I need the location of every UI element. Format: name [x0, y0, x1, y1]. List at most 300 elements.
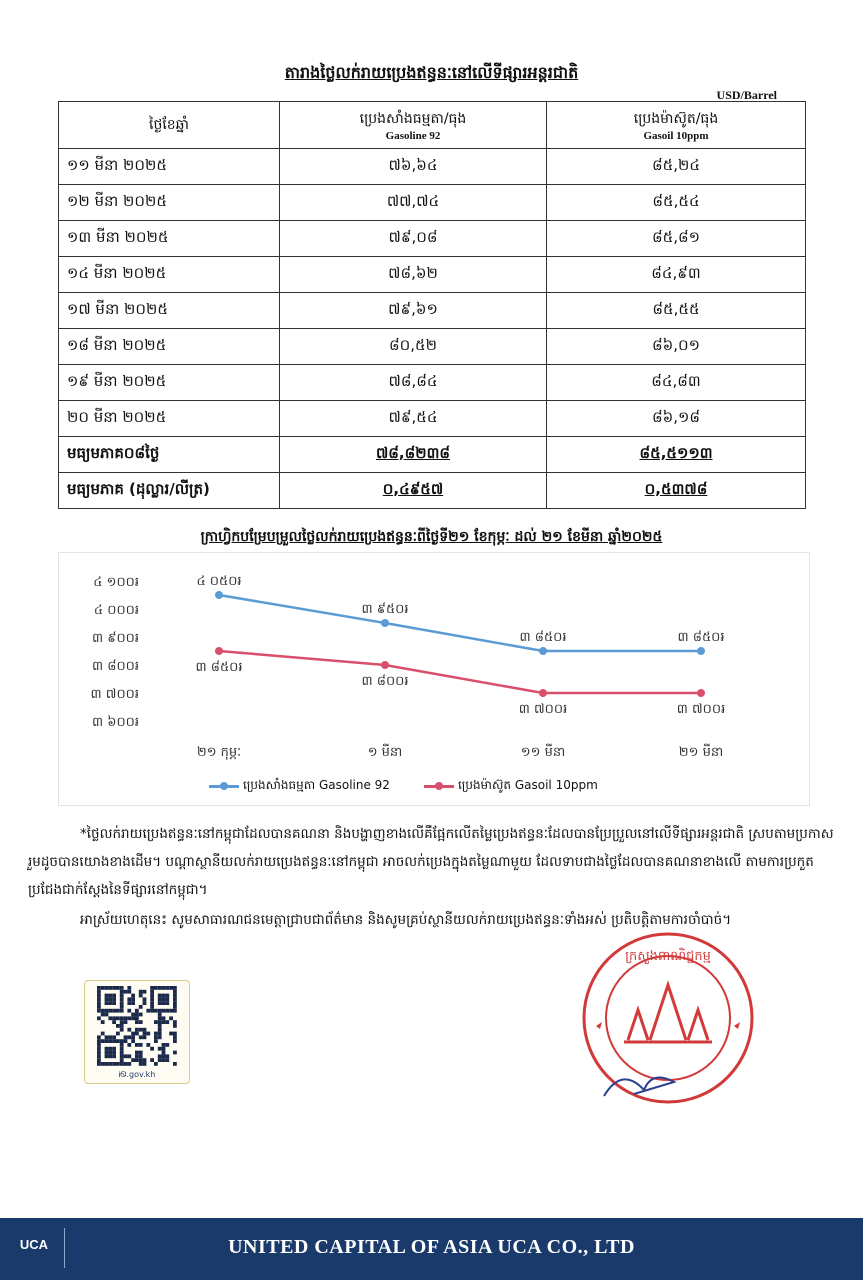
- qr-module: [131, 1013, 135, 1017]
- x-tick-label: ១ មីនា: [367, 745, 403, 760]
- row-date: ១៣ មីនា ២០២៥: [59, 221, 280, 257]
- table-header-row: [59, 102, 806, 149]
- qr-module: [120, 1024, 124, 1028]
- qr-module: [139, 990, 143, 994]
- qr-module: [139, 1020, 143, 1024]
- qr-module: [162, 1009, 166, 1013]
- qr-module: [120, 1054, 124, 1058]
- qr-module: [162, 1001, 166, 1005]
- unit-label: USD/Barrel: [716, 88, 777, 102]
- qr-module: [127, 1001, 131, 1005]
- qr-module: [135, 1020, 139, 1024]
- data-label: ៣ ៧០០៛: [518, 702, 568, 717]
- table-row: [59, 257, 806, 293]
- qr-module: [135, 1028, 139, 1032]
- qr-module: [158, 994, 162, 998]
- qr-module: [150, 1005, 154, 1009]
- qr-module: [169, 1009, 173, 1013]
- legend-swatch-gasoline: [209, 785, 239, 788]
- qr-module: [154, 1020, 158, 1024]
- row-date: ១២ មីនា ២០២៥: [59, 185, 280, 221]
- qr-module: [158, 1009, 162, 1013]
- qr-module: [97, 994, 101, 998]
- average-liter-row: [59, 473, 806, 509]
- qr-module: [108, 986, 112, 990]
- qr-module: [162, 994, 166, 998]
- qr-module: [154, 1035, 158, 1039]
- qr-module: [150, 990, 154, 994]
- data-label: ៤ ០៥០៛: [196, 574, 242, 589]
- qr-module: [97, 1035, 101, 1039]
- qr-module: [97, 1051, 101, 1055]
- qr-module: [120, 1028, 124, 1032]
- qr-module: [150, 1001, 154, 1005]
- qr-module: [105, 1039, 109, 1043]
- qr-module: [127, 997, 131, 1001]
- qr-module: [162, 1054, 166, 1058]
- qr-code-icon: [94, 986, 180, 1066]
- qr-module: [116, 1032, 120, 1036]
- data-point: [539, 647, 547, 655]
- qr-module: [127, 1035, 131, 1039]
- qr-module: [124, 1035, 128, 1039]
- qr-module: [116, 1062, 120, 1066]
- qr-module: [127, 1009, 131, 1013]
- qr-module: [146, 1032, 150, 1036]
- table-row: [59, 365, 806, 401]
- qr-module: [158, 1013, 162, 1017]
- qr-module: [165, 986, 169, 990]
- data-point: [215, 647, 223, 655]
- uca-logo: UCA: [14, 1228, 65, 1268]
- qr-module: [139, 1028, 143, 1032]
- qr-module: [139, 1062, 143, 1066]
- y-tick-label: ៣ ៨០០៛: [92, 659, 139, 674]
- qr-module: [97, 990, 101, 994]
- qr-module: [108, 1009, 112, 1013]
- row-date: ១៨ មីនា ២០២៥: [59, 329, 280, 365]
- qr-module: [105, 1047, 109, 1051]
- qr-module: [112, 1009, 116, 1013]
- qr-module: [154, 1062, 158, 1066]
- qr-module: [135, 1009, 139, 1013]
- qr-module: [158, 986, 162, 990]
- table-row: [59, 185, 806, 221]
- table-row: [59, 329, 806, 365]
- qr-module: [101, 1013, 105, 1017]
- qr-module: [120, 997, 124, 1001]
- qr-module: [139, 1054, 143, 1058]
- data-label: ៣ ៨៥០៛: [677, 630, 725, 645]
- qr-module: [154, 986, 158, 990]
- qr-module: [150, 997, 154, 1001]
- qr-label: ᎥᏫ.gov.kh: [118, 1070, 156, 1079]
- qr-module: [112, 994, 116, 998]
- chart-plot: [59, 553, 809, 773]
- header-gasoline: ប្រេងសាំងធម្មតា/ធុង Gasoline 92: [280, 102, 547, 149]
- qr-module: [165, 1001, 169, 1005]
- qr-module: [101, 1032, 105, 1036]
- table-row: [59, 401, 806, 437]
- average-gasoil: ៨៥,៥១១៣: [547, 437, 806, 473]
- qr-module: [116, 986, 120, 990]
- qr-module: [108, 1039, 112, 1043]
- qr-module: [165, 994, 169, 998]
- data-point: [697, 647, 705, 655]
- qr-module: [120, 1001, 124, 1005]
- qr-module: [127, 1054, 131, 1058]
- qr-module: [127, 986, 131, 990]
- qr-module: [120, 1009, 124, 1013]
- qr-module: [124, 1020, 128, 1024]
- qr-module: [105, 994, 109, 998]
- qr-module: [158, 1016, 162, 1020]
- official-seal: [580, 930, 756, 1106]
- qr-module: [120, 1058, 124, 1062]
- qr-module: [105, 986, 109, 990]
- qr-module: [158, 1054, 162, 1058]
- qr-module: [131, 1032, 135, 1036]
- row-gasoil: ៨៥,៥៤: [547, 185, 806, 221]
- qr-module: [101, 1039, 105, 1043]
- series-line-1: [219, 651, 701, 693]
- series-line-0: [219, 595, 701, 651]
- qr-module: [101, 1062, 105, 1066]
- qr-module: [154, 1009, 158, 1013]
- qr-module: [139, 1051, 143, 1055]
- average-liter-gasoline: ០,៤៩៥៧: [280, 473, 547, 509]
- qr-module: [97, 1062, 101, 1066]
- y-tick-label: ៤ ១០០៛: [93, 575, 139, 590]
- qr-module: [150, 994, 154, 998]
- qr-module: [154, 1032, 158, 1036]
- average-gasoline: ៧៨,៨២៣៨: [280, 437, 547, 473]
- qr-module: [116, 1039, 120, 1043]
- qr-module: [162, 1020, 166, 1024]
- row-gasoil: ៨៥,៥៥: [547, 293, 806, 329]
- header-date: ថ្ងៃខែឆ្នាំ: [59, 102, 280, 149]
- qr-module: [97, 986, 101, 990]
- qr-module: [162, 1043, 166, 1047]
- qr-module: [173, 1035, 177, 1039]
- qr-module: [165, 1054, 169, 1058]
- qr-module: [165, 1020, 169, 1024]
- y-tick-label: ៤ ០០០៛: [93, 603, 139, 618]
- qr-module: [165, 997, 169, 1001]
- qr-module: [165, 1058, 169, 1062]
- qr-module: [112, 1020, 116, 1024]
- qr-module: [146, 1009, 150, 1013]
- row-gasoil: ៨៤,៩៣: [547, 257, 806, 293]
- qr-module: [173, 1009, 177, 1013]
- header-gasoil-sub: Gasoil 10ppm: [643, 129, 709, 142]
- qr-module: [135, 1043, 139, 1047]
- note-paragraph-1: *ថ្លៃលក់រាយប្រេងឥន្ធនៈនៅកម្ពុជាដែលបានគណនា និងបង្ហាញខាងលើគឺផ្អែកលើតម្លៃប្រេងឥន្ធនៈដែលបានប្រែប្រួលនៅលើទីផ្សារអន្តរជាតិ ស្របតាមប្រកាសរួមដូចបានយោងខាងដើម។ បណ្តាស្ថានីយលក់រាយប្រេងឥន្ធនៈនៅកម្ពុជា អាចលក់ប្រេងក្នុងតម្លៃណាមួយ ដែលទាបជាងថ្លៃដែលបានគណនាខាងលើ តាមការប្រកួតប្រជែងជាក់ស្តែងនៃទីផ្សារនៅកម្ពុជា។: [28, 826, 834, 898]
- x-tick-label: ២១ មីនា: [678, 745, 724, 760]
- row-gasoline: ៧៩,៥៤: [280, 401, 547, 437]
- angkor-wat-icon: [624, 985, 712, 1042]
- qr-module: [173, 1032, 177, 1036]
- qr-module: [105, 1054, 109, 1058]
- header-gasoil: ប្រេងម៉ាស៊ូត/ធុង Gasoil 10ppm: [547, 102, 806, 149]
- seal-text: ក្រសួងពាណិជ្ជកម្ម: [625, 949, 711, 964]
- qr-module: [173, 990, 177, 994]
- qr-module: [173, 1005, 177, 1009]
- qr-module: [169, 1032, 173, 1036]
- legend-swatch-gasoil: [424, 785, 454, 788]
- qr-module: [162, 997, 166, 1001]
- data-point: [215, 591, 223, 599]
- qr-module: [131, 997, 135, 1001]
- price-chart: [58, 552, 810, 806]
- qr-module: [97, 1043, 101, 1047]
- y-tick-label: ៣ ៩០០៛: [92, 631, 139, 646]
- qr-module: [124, 1016, 128, 1020]
- qr-module: [124, 1054, 128, 1058]
- qr-module: [158, 997, 162, 1001]
- qr-module: [135, 1058, 139, 1062]
- qr-module: [124, 990, 128, 994]
- qr-module: [112, 1047, 116, 1051]
- qr-module: [131, 1035, 135, 1039]
- qr-module: [97, 1058, 101, 1062]
- qr-module: [158, 1028, 162, 1032]
- table-row: [59, 149, 806, 185]
- qr-module: [173, 1001, 177, 1005]
- row-gasoline: ៧៩,៦១: [280, 293, 547, 329]
- qr-module: [120, 1051, 124, 1055]
- qr-module: [143, 1062, 147, 1066]
- row-gasoil: ៨៦,០១: [547, 329, 806, 365]
- qr-module: [112, 997, 116, 1001]
- data-point: [539, 689, 547, 697]
- qr-module: [162, 1051, 166, 1055]
- average-row: [59, 437, 806, 473]
- qr-module: [105, 1051, 109, 1055]
- qr-module: [158, 1032, 162, 1036]
- qr-module: [146, 1043, 150, 1047]
- data-point: [697, 689, 705, 697]
- qr-module: [101, 1009, 105, 1013]
- qr-module: [158, 1035, 162, 1039]
- row-gasoil: ៨៥,៨១: [547, 221, 806, 257]
- row-date: ១៩ មីនា ២០២៥: [59, 365, 280, 401]
- qr-module: [120, 1039, 124, 1043]
- qr-module: [101, 986, 105, 990]
- qr-module: [108, 1062, 112, 1066]
- qr-module: [124, 1039, 128, 1043]
- document-title: តារាងថ្លៃលក់រាយប្រេងឥន្ធនៈនៅលើទីផ្សារអន្តរជាតិ: [284, 63, 579, 82]
- qr-module: [139, 994, 143, 998]
- qr-module: [112, 1001, 116, 1005]
- qr-module: [120, 994, 124, 998]
- qr-module: [108, 994, 112, 998]
- qr-module: [127, 1043, 131, 1047]
- row-date: ១៤ មីនា ២០២៥: [59, 257, 280, 293]
- qr-module: [173, 1020, 177, 1024]
- chart-legend: [209, 777, 598, 795]
- row-gasoil: ៨៤,៨៣: [547, 365, 806, 401]
- table-row: [59, 293, 806, 329]
- qr-module: [162, 1058, 166, 1062]
- qr-module: [108, 1054, 112, 1058]
- qr-module: [97, 1039, 101, 1043]
- qr-module: [158, 1047, 162, 1051]
- qr-module: [105, 1001, 109, 1005]
- qr-module: [150, 986, 154, 990]
- qr-module: [143, 1028, 147, 1032]
- qr-module: [97, 1005, 101, 1009]
- qr-module: [139, 1013, 143, 1017]
- qr-module: [135, 1054, 139, 1058]
- qr-module: [169, 1016, 173, 1020]
- y-tick-label: ៣ ៧០០៛: [90, 687, 139, 702]
- qr-module: [112, 1051, 116, 1055]
- qr-module: [120, 1043, 124, 1047]
- qr-code[interactable]: [84, 980, 190, 1084]
- qr-module: [158, 1020, 162, 1024]
- qr-module: [101, 1020, 105, 1024]
- qr-module: [116, 1016, 120, 1020]
- qr-module: [162, 1016, 166, 1020]
- qr-module: [135, 1013, 139, 1017]
- qr-module: [105, 997, 109, 1001]
- qr-module: [120, 1005, 124, 1009]
- qr-module: [112, 1039, 116, 1043]
- qr-module: [135, 1032, 139, 1036]
- legend-item-gasoil: [424, 777, 598, 795]
- chart-title: ក្រាហ្វិកបម្រែបម្រួលថ្លៃលក់រាយប្រេងឥន្ធនៈពីថ្ងៃទី២១ ខែកុម្ភៈ ដល់ ២១ ខែមីនា ឆ្នាំ២០២៥: [200, 529, 663, 545]
- row-gasoline: ៧៨,៨៤: [280, 365, 547, 401]
- qr-module: [112, 1054, 116, 1058]
- qr-module: [135, 1016, 139, 1020]
- qr-module: [143, 1032, 147, 1036]
- qr-module: [97, 1047, 101, 1051]
- row-gasoline: ៧៧,៧៤: [280, 185, 547, 221]
- qr-module: [112, 986, 116, 990]
- qr-module: [158, 1001, 162, 1005]
- qr-module: [173, 1062, 177, 1066]
- qr-module: [127, 990, 131, 994]
- legend-label-gasoil: ប្រេងម៉ាស៊ូត Gasoil 10ppm: [457, 778, 598, 792]
- data-label: ៣ ៧០០៛: [676, 702, 726, 717]
- qr-module: [105, 1062, 109, 1066]
- qr-module: [150, 1058, 154, 1062]
- row-date: ១៧ មីនា ២០២៥: [59, 293, 280, 329]
- footer-banner: [0, 1218, 863, 1280]
- data-point: [381, 661, 389, 669]
- qr-module: [97, 1016, 101, 1020]
- qr-module: [173, 1024, 177, 1028]
- qr-module: [173, 1051, 177, 1055]
- legend-item-gasoline: [209, 777, 390, 795]
- row-date: ១១ មីនា ២០២៥: [59, 149, 280, 185]
- qr-module: [135, 1051, 139, 1055]
- row-gasoline: ៨០,៥២: [280, 329, 547, 365]
- qr-module: [139, 1058, 143, 1062]
- qr-module: [139, 1043, 143, 1047]
- qr-module: [127, 1062, 131, 1066]
- qr-module: [139, 1005, 143, 1009]
- qr-module: [127, 1016, 131, 1020]
- qr-module: [97, 1001, 101, 1005]
- qr-module: [173, 997, 177, 1001]
- row-gasoline: ៧៩,០៨: [280, 221, 547, 257]
- qr-module: [143, 1035, 147, 1039]
- qr-module: [150, 1009, 154, 1013]
- qr-module: [105, 1009, 109, 1013]
- qr-module: [173, 986, 177, 990]
- average-label: មធ្យមភាគ០៨ថ្ងៃ: [59, 437, 280, 473]
- qr-module: [108, 1016, 112, 1020]
- qr-module: [120, 1020, 124, 1024]
- qr-module: [120, 1047, 124, 1051]
- qr-module: [105, 1013, 109, 1017]
- qr-module: [131, 1039, 135, 1043]
- qr-module: [143, 1058, 147, 1062]
- y-tick-label: ៣ ៦០០៛: [92, 715, 139, 730]
- qr-module: [120, 986, 124, 990]
- average-liter-gasoil: ០,៥៣៧៨: [547, 473, 806, 509]
- qr-module: [116, 1009, 120, 1013]
- qr-module: [165, 1009, 169, 1013]
- qr-module: [158, 1058, 162, 1062]
- qr-module: [143, 997, 147, 1001]
- qr-module: [169, 986, 173, 990]
- row-gasoline: ៧៨,៦២: [280, 257, 547, 293]
- qr-module: [154, 1039, 158, 1043]
- note-paragraph-2: អាស្រ័យហេតុនេះ សូមសាធារណជនមេត្តាជ្រាបជាព័ត៌មាន និងសូមគ្រប់ស្ថានីយលក់រាយប្រេងឥន្ធនៈទាំងអស់ ប្រតិបត្តិតាមការចាំបាច់។: [80, 912, 732, 928]
- qr-module: [131, 1016, 135, 1020]
- footer-company-name: UNITED CAPITAL OF ASIA UCA CO., LTD: [228, 1236, 635, 1258]
- qr-module: [162, 986, 166, 990]
- qr-module: [165, 1043, 169, 1047]
- qr-module: [108, 1035, 112, 1039]
- average-liter-label: មធ្យមភាគ (ដុល្លារ/លីត្រ): [59, 473, 280, 509]
- qr-module: [173, 1039, 177, 1043]
- qr-module: [108, 1051, 112, 1055]
- row-gasoil: ៨៦,១៨: [547, 401, 806, 437]
- data-label: ៣ ៩៥០៛: [361, 602, 409, 617]
- qr-module: [173, 994, 177, 998]
- qr-module: [108, 997, 112, 1001]
- qr-module: [112, 1035, 116, 1039]
- qr-module: [120, 1016, 124, 1020]
- qr-module: [158, 1024, 162, 1028]
- qr-module: [124, 1062, 128, 1066]
- qr-module: [131, 1058, 135, 1062]
- qr-module: [143, 990, 147, 994]
- qr-module: [120, 990, 124, 994]
- data-label: ៣ ៨៥០៛: [195, 660, 243, 675]
- qr-module: [116, 1024, 120, 1028]
- data-point: [381, 619, 389, 627]
- qr-module: [131, 994, 135, 998]
- legend-label-gasoline: ប្រេងសាំងធម្មតា Gasoline 92: [243, 778, 390, 792]
- x-tick-label: ១១ មីនា: [520, 745, 566, 760]
- qr-module: [127, 1028, 131, 1032]
- qr-module: [108, 1001, 112, 1005]
- qr-module: [162, 1047, 166, 1051]
- table-row: [59, 221, 806, 257]
- qr-module: [112, 1062, 116, 1066]
- qr-module: [120, 1062, 124, 1066]
- qr-module: [143, 1001, 147, 1005]
- data-label: ៣ ៨៥០៛: [519, 630, 567, 645]
- seal-star-icon: [596, 1022, 740, 1029]
- header-gasoline-sub: Gasoline 92: [385, 129, 441, 142]
- qr-module: [97, 1054, 101, 1058]
